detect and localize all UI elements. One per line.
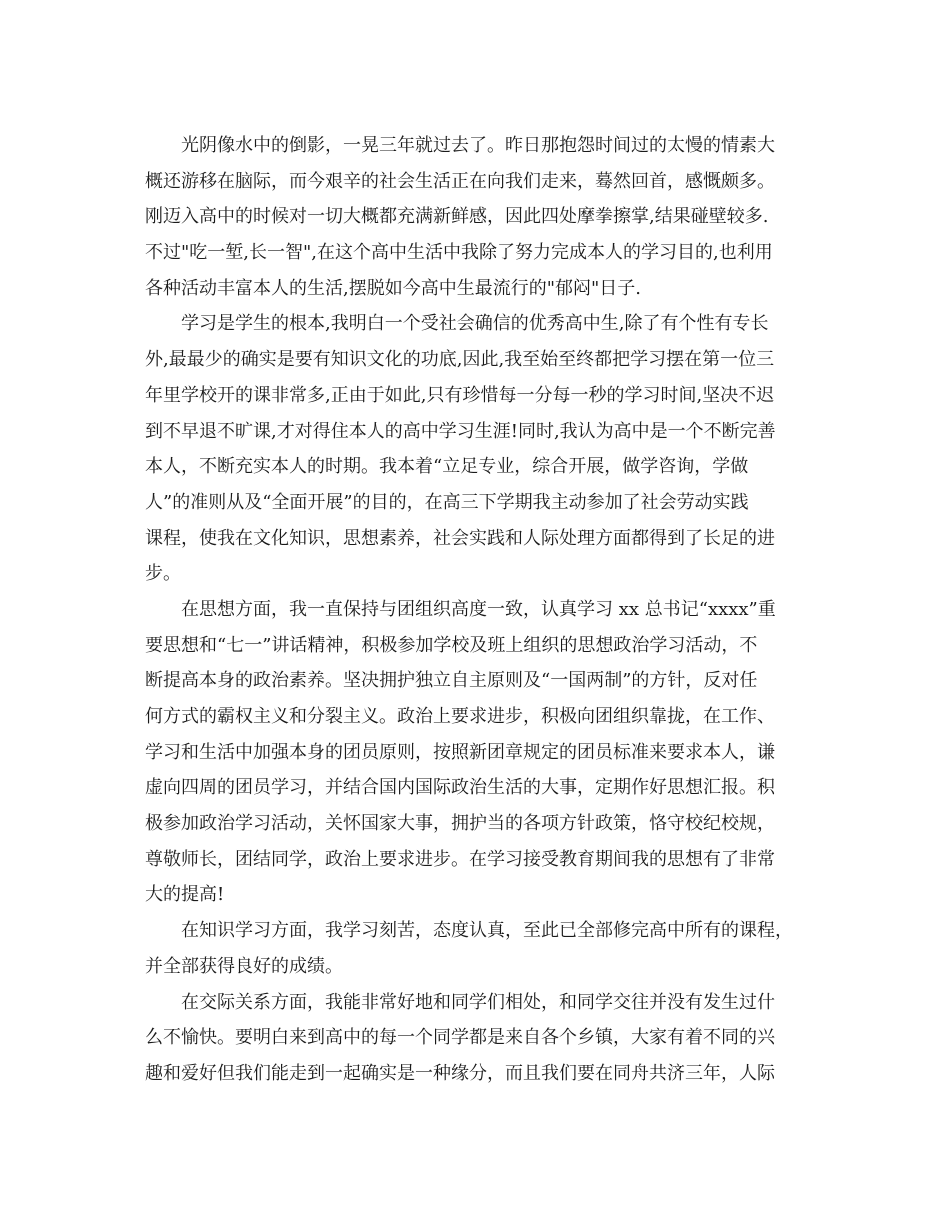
text-line: 各种活动丰富本人的生活,摆脱如今高中生最流行的"郁闷"日子. xyxy=(145,277,641,299)
text-line: 到不早退不旷课,才对得住本人的高中学习生涯!同时,我认为高中是一个不断完善 xyxy=(145,420,776,442)
text-line: 学习和生活中加强本身的团员原则，按照新团章规定的团员标准来要求本人，谦 xyxy=(145,741,775,763)
text-line: 在交际关系方面，我能非常好地和同学们相处，和同学交往并没有发生过什 xyxy=(181,991,775,1013)
text-line: 并全部获得良好的成绩。 xyxy=(145,955,343,977)
text-line: 么不愉快。要明白来到高中的每一个同学都是来自各个乡镇，大家有着不同的兴 xyxy=(145,1027,775,1049)
text-line: 学习是学生的根本,我明白一个受社会确信的优秀高中生,除了有个性有专长 xyxy=(181,313,769,335)
text-line: 虚向四周的团员学习，并结合国内国际政治生活的大事，定期作好思想汇报。积 xyxy=(145,777,775,799)
text-line: 尊敬师长，团结同学，政治上要求进步。在学习接受教育期间我的思想有了非常 xyxy=(145,848,775,870)
text-line: 刚迈入高中的时候对一切大概都充满新鲜感，因此四处摩拳擦掌,结果碰壁较多. xyxy=(145,206,769,228)
text-line: 在思想方面，我一直保持与团组织高度一致，认真学习 xx 总书记“xxxx”重 xyxy=(181,598,776,620)
text-line: 要思想和“七一”讲话精神，积极参加学校及班上组织的思想政治学习活动，不 xyxy=(145,634,758,656)
text-line: 概还游移在脑际，而今艰辛的社会生活正在向我们走来，蓦然回首，感慨颇多。 xyxy=(145,170,775,192)
text-line: 外,最最少的确实是要有知识文化的功底,因此,我至始至终都把学习摆在第一位三 xyxy=(145,349,775,371)
text-line: 趣和爱好但我们能走到一起确实是一种缘分，而且我们要在同舟共济三年，人际 xyxy=(145,1062,775,1084)
text-line: 课程，使我在文化知识，思想素养，社会实践和人际处理方面都得到了长足的进 xyxy=(145,527,775,549)
text-line: 在知识学习方面，我学习刻苦，态度认真，至此已全部修完高中所有的课程， xyxy=(181,920,793,942)
document-body xyxy=(145,128,810,1092)
text-line: 年里学校开的课非常多,正由于如此,只有珍惜每一分每一秒的学习时间,坚决不迟 xyxy=(145,384,775,406)
text-line: 大的提高! xyxy=(145,884,225,906)
text-line: 人”的准则从及“全面开展”的目的，在高三下学期我主动参加了社会劳动实践 xyxy=(145,491,749,513)
text-line: 断提高本身的政治素养。坚决拥护独立自主原则及“一国两制”的方针，反对任 xyxy=(145,670,758,692)
text-line: 极参加政治学习活动，关怀国家大事，拥护当的各项方针政策，恪守校纪校规， xyxy=(145,813,775,835)
text-line: 何方式的霸权主义和分裂主义。政治上要求进步，积极向团组织靠拢，在工作、 xyxy=(145,706,775,727)
text-line: 本人，不断充实本人的时期。我本着“立足专业，综合开展，做学咨询，学做 xyxy=(145,456,749,478)
text-line: 步。 xyxy=(145,563,181,585)
text-line: 光阴像水中的倒影，一晃三年就过去了。昨日那抱怨时间过的太慢的情素大 xyxy=(181,135,775,156)
text-line: 不过"吃一堑,长一智",在这个高中生活中我除了努力完成本人的学习目的,也利用 xyxy=(145,242,773,264)
